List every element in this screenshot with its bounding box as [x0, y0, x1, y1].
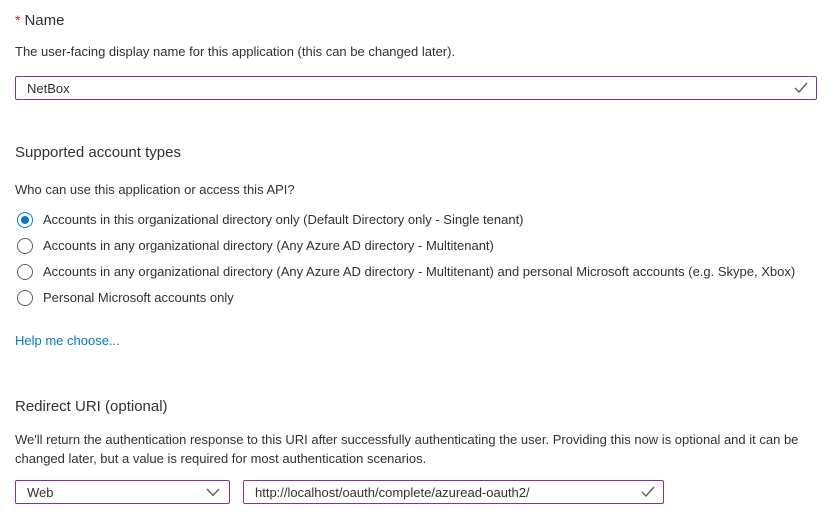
radio-option-multitenant-personal[interactable]: [15, 259, 817, 285]
redirect-uri-heading: Redirect URI (optional): [15, 398, 168, 415]
radio-option-label: Accounts in this organizational directory only (Default Directory only - Single tenant): [43, 212, 524, 227]
name-section: [15, 12, 817, 100]
platform-select[interactable]: [15, 480, 230, 504]
radio-option-personal-only[interactable]: [15, 285, 817, 311]
name-input[interactable]: [15, 76, 817, 100]
name-label-text: Name: [24, 12, 65, 29]
supported-account-types-section: [15, 144, 817, 350]
radio-option-single-tenant[interactable]: [15, 207, 817, 233]
platform-select-value: Web: [27, 484, 54, 500]
radio-option-multitenant[interactable]: [15, 233, 817, 259]
account-types-radio-group: [15, 207, 817, 311]
radio-option-label: Accounts in any organizational directory (Any Azure AD directory - Multitenant): [43, 238, 494, 253]
help-me-choose-link[interactable]: Help me choose...: [15, 333, 120, 348]
redirect-uri-controls: [15, 480, 817, 504]
required-asterisk: *: [15, 12, 21, 28]
radio-option-label: Accounts in any organizational directory (Any Azure AD directory - Multitenant) and personal Microsoft accounts (e.g. Skype, Xbox): [43, 264, 796, 279]
redirect-uri-input-container: [243, 480, 664, 504]
name-input-container: [15, 76, 817, 100]
chevron-down-icon: [206, 488, 220, 497]
radio-button-icon[interactable]: [17, 264, 33, 280]
account-types-question: Who can use this application or access this API?: [15, 182, 295, 197]
redirect-uri-section: [15, 398, 817, 504]
account-types-heading: Supported account types: [15, 144, 181, 161]
redirect-uri-input[interactable]: [243, 480, 664, 504]
name-field-description: The user-facing display name for this application (this can be changed later).: [15, 44, 456, 59]
radio-button-icon[interactable]: [17, 238, 33, 254]
radio-button-icon[interactable]: [17, 212, 33, 228]
radio-button-icon[interactable]: [17, 290, 33, 306]
name-field-label: [15, 12, 817, 29]
redirect-uri-description: We'll return the authentication response to this URI after successfully authenticating the user. Providing this now is optional and it can be changed later, but a value is required for most authentication scenarios.: [15, 432, 799, 466]
radio-option-label: Personal Microsoft accounts only: [43, 290, 234, 305]
